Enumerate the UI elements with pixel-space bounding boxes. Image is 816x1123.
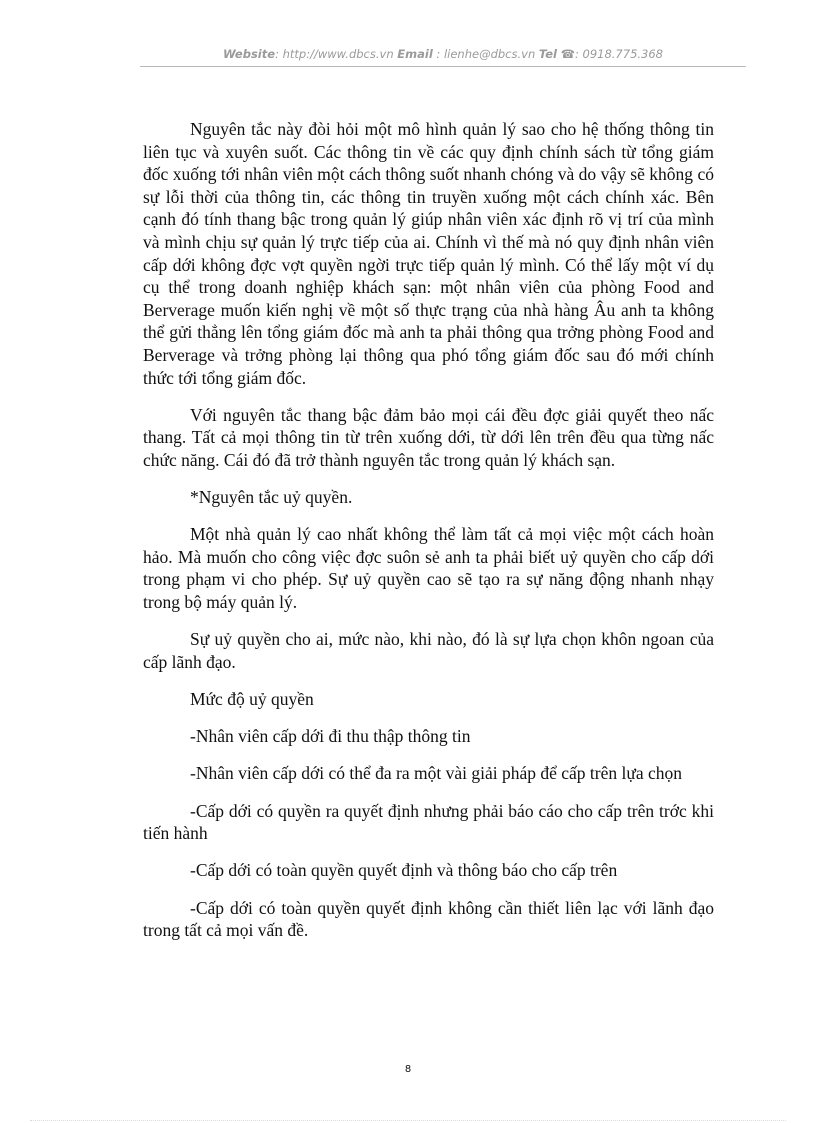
page-number: 8	[404, 1064, 412, 1075]
list-item: -Cấp dới có quyền ra quyết định nhưng phải báo cáo cho cấp trên trớc khi tiến hành	[143, 800, 714, 844]
list-item: -Nhân viên cấp dới có thể đa ra một vài giải pháp để cấp trên lựa chọn	[190, 763, 683, 784]
paragraph: Với nguyên tắc thang bậc đảm bảo mọi cái đều đợc giải quyết theo nấc thang. Tất cả mọi thông tin từ trên xuống dới, từ dới lên trên đều qua từng nấc chức năng. Cái đó đã trở thành nguyên tắc trong quản lý khách sạn.	[143, 404, 714, 470]
list-item: -Cấp dới có toàn quyền quyết định không cần thiết liên lạc với lãnh đạo trong tất cả mọi vấn đề.	[143, 897, 714, 941]
section-heading: *Nguyên tắc uỷ quyền.	[190, 487, 353, 508]
list-item: -Nhân viên cấp dới đi thu thập thông tin	[190, 726, 471, 747]
website-label: Website	[222, 47, 276, 61]
email-value[interactable]: : lienhe@dbcs.vn	[436, 47, 536, 61]
page-body	[143, 118, 714, 942]
footer-divider	[30, 1120, 786, 1121]
telephone-icon: ☎	[560, 47, 575, 61]
email-label: Email	[397, 47, 433, 61]
list-heading: Mức độ uỷ quyền	[190, 689, 314, 710]
page-header	[140, 42, 746, 67]
tel-value: : 0918.775.368	[574, 47, 663, 61]
paragraph: Một nhà quản lý cao nhất không thể làm tất cả mọi việc một cách hoàn hảo. Mà muốn cho công việc đợc suôn sẻ anh ta phải biết uỷ quyền cho cấp dới trong phạm vi cho phép. Sự uỷ quyền cao sẽ tạo ra sự năng động nhanh nhạy trong bộ máy quản lý.	[143, 524, 714, 613]
paragraph: Sự uỷ quyền cho ai, mức nào, khi nào, đó là sự lựa chọn khôn ngoan của cấp lãnh đạo.	[143, 629, 714, 672]
tel-label: Tel	[538, 47, 557, 61]
paragraph: Nguyên tắc này đòi hỏi một mô hình quản lý sao cho hệ thống thông tin liên tục và xuyên suốt. Các thông tin về các quy định chính sách từ tổng giám đốc xuống tới nhân viên một cách thông suốt nhanh chóng và do vậy sẽ không có sự lỗi thời của thông tin, các thông tin truyền xuống một cách chính xác. Bên cạnh đó tính thang bậc trong quản lý giúp nhân viên xác định rõ vị trí của mình và mình chịu sự quản lý trực tiếp của ai. Chính vì thế mà nó quy định nhân viên cấp dới không đợc vợt quyền ngời trực tiếp quản lý mình. Có thể lấy một ví dụ cụ thể trong doanh nghiệp khách sạn: một nhân viên của phòng Food and Berverage muốn kiến nghị về một số thực trạng của nhà hàng Âu anh ta không thể gửi thẳng lên tổng giám đốc mà anh ta phải thông qua trởng phòng Food and Berverage và trởng phòng lại thông qua phó tổng giám đốc sau đó mới chính thức tới tổng giám đốc.	[143, 119, 714, 388]
website-url[interactable]: : http://www.dbcs.vn	[275, 47, 394, 61]
list-item: -Cấp dới có toàn quyền quyết định và thông báo cho cấp trên	[190, 860, 618, 881]
